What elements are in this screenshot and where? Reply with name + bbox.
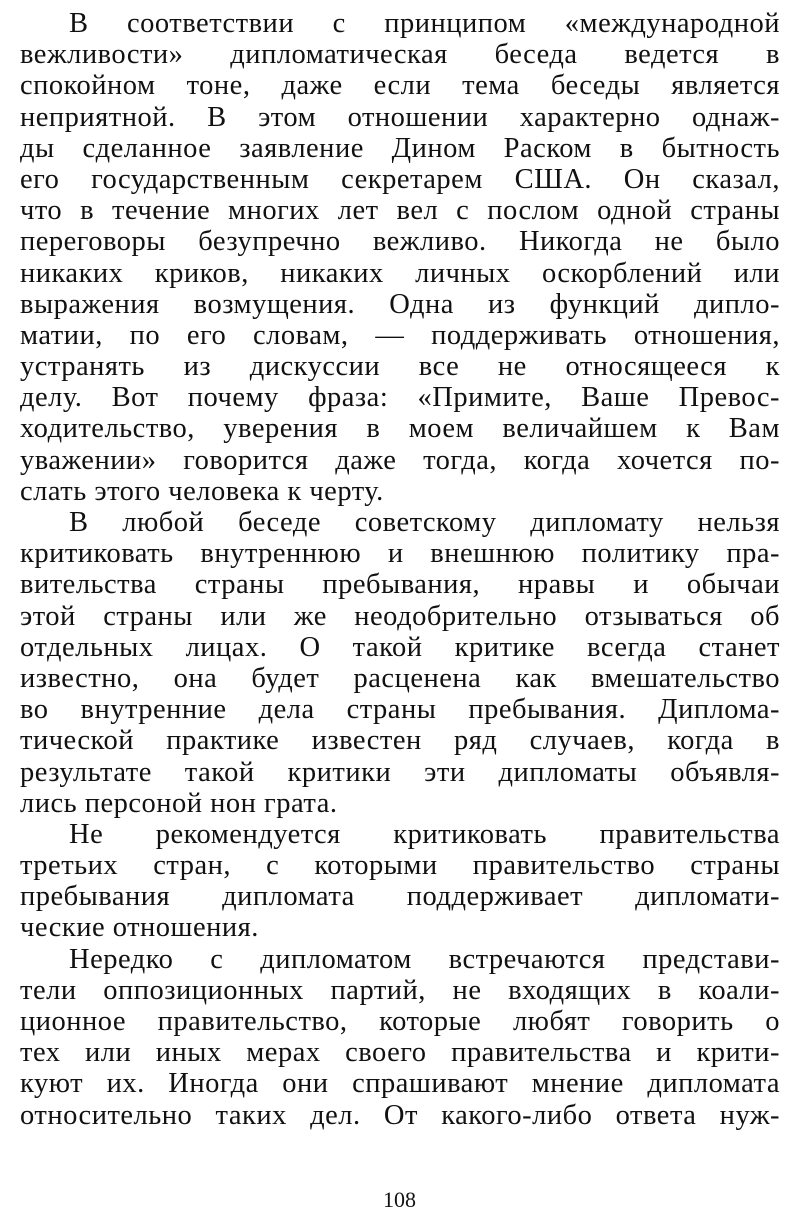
text-line: неприятной. В этом отношении характерно однаж-: [20, 101, 780, 133]
text-line: устранять из дискуссии все не относящееся к: [20, 351, 780, 383]
text-line: относительно таких дел. От какого-либо ответа нуж-: [20, 1099, 780, 1131]
text-line: лись персоной нон грата.: [20, 787, 338, 819]
text-line: известно, она будет расценена как вмешательство: [20, 662, 780, 694]
text-line: никаких криков, никаких личных оскорблений или: [20, 257, 780, 289]
text-line: ческие отношения.: [20, 912, 259, 944]
paragraph: [20, 8, 780, 507]
text-line: Нередко с дипломатом встречаются представи-: [69, 943, 780, 975]
text-line: ционное правительство, которые любят говорить о: [20, 1006, 780, 1037]
text-line: вежливости» дипломатическая беседа ведется в: [20, 39, 780, 71]
text-line: В любой беседе советскому дипломату нельзя: [69, 507, 780, 538]
paragraph: [20, 507, 780, 819]
paragraph: [20, 944, 780, 1131]
text-line: спокойном тоне, даже если тема беседы является: [20, 70, 780, 102]
text-line: во внутренние дела страны пребывания. Диплома-: [20, 694, 780, 726]
text-line: тели оппозиционных партий, не входящих в коали-: [20, 974, 780, 1006]
page-number: 108: [383, 1187, 416, 1212]
text-line: выражения возмущения. Одна из функций дипло-: [20, 288, 780, 320]
text-line: куют их. Иногда они спрашивают мнение дипломата: [20, 1068, 780, 1100]
text-line: ходительство, уверения в моем величайшем к Вам: [20, 413, 780, 445]
text-line: результате такой критики эти дипломаты объявля-: [20, 756, 780, 788]
text-line: матии, по его словам, — поддерживать отношения,: [20, 319, 780, 351]
text-line: что в течение многих лет вел с послом одной страны: [20, 195, 780, 227]
text-line: вительства страны пребывания, нравы и обычаи: [20, 569, 780, 601]
text-line: критиковать внутреннюю и внешнюю политику пра-: [20, 538, 780, 570]
text-line: ды сделанное заявление Дином Раском в бытность: [20, 132, 780, 164]
text-line: Не рекомендуется критиковать правительства: [69, 818, 780, 850]
text-line: этой страны или же неодобрительно отзываться об: [20, 600, 780, 632]
text-line: отдельных лицах. О такой критике всегда станет: [20, 631, 780, 663]
text-line: его государственным секретарем США. Он сказал,: [20, 163, 780, 195]
book-page: [20, 8, 780, 1188]
text-line: В соответствии с принципом «международной: [69, 8, 780, 39]
text-line: третьих стран, с которыми правительство страны: [20, 850, 780, 882]
text-line: тической практике известен ряд случаев, когда в: [20, 725, 780, 757]
text-line: слать этого человека к черту.: [20, 475, 384, 507]
text-line: тех или иных мерах своего правительства и крити-: [20, 1037, 780, 1069]
text-line: делу. Вот почему фраза: «Примите, Ваше Превос-: [20, 382, 780, 414]
text-line: пребывания дипломата поддерживает дипломати-: [20, 881, 780, 913]
text-line: уважении» говорится даже тогда, когда хочется по-: [20, 444, 780, 476]
text-line: переговоры безупречно вежливо. Никогда не было: [20, 226, 780, 258]
paragraph: [20, 819, 780, 944]
